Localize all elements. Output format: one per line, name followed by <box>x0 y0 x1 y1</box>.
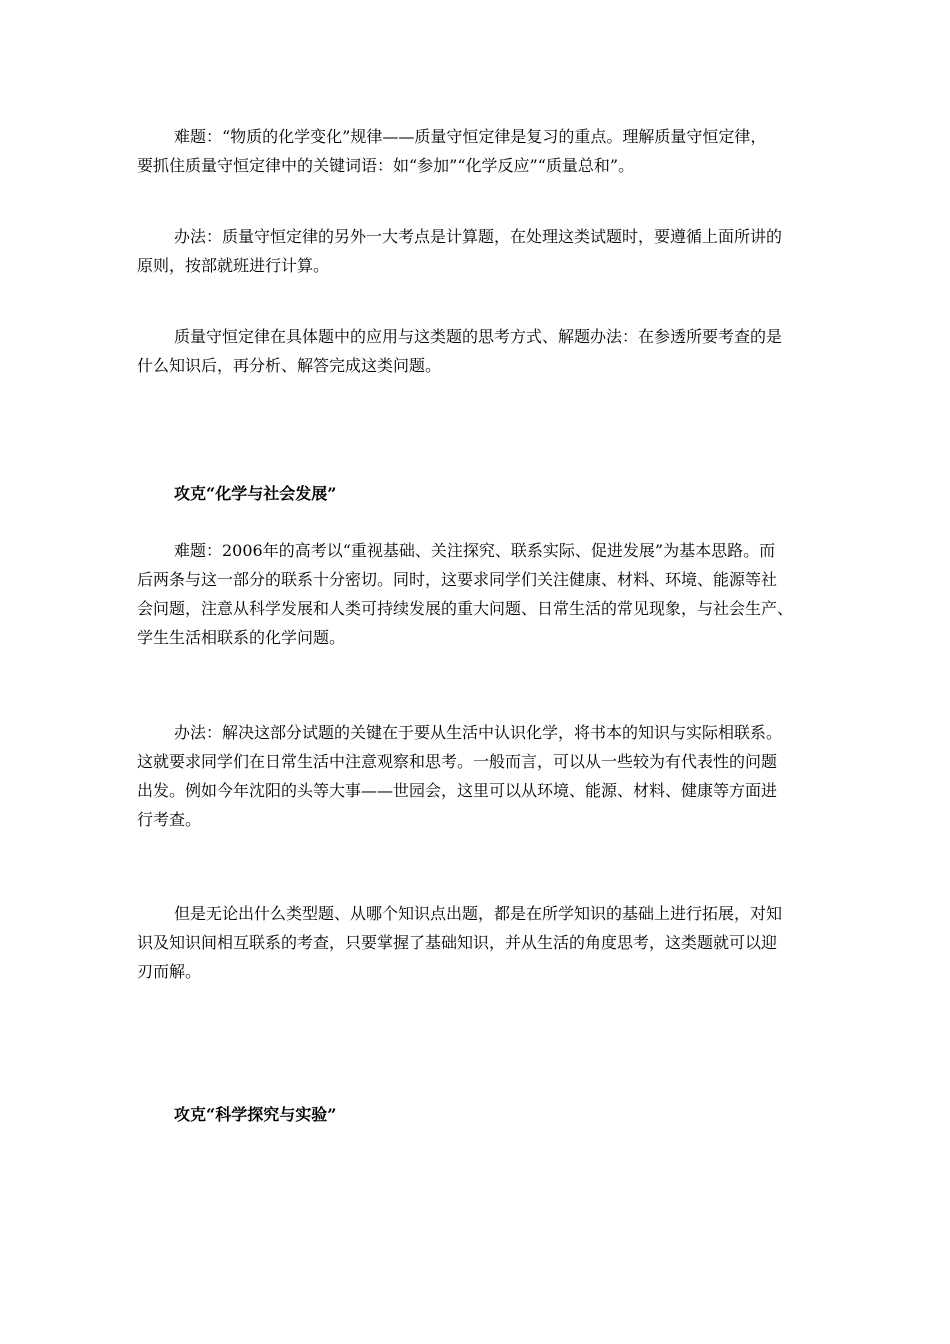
paragraph-line: 难题：2006年的高考以“重视基础、关注探究、联系实际、促进发展”为基本思路。而 <box>174 541 776 560</box>
paragraph-line: 什么知识后，再分析、解答完成这类问题。 <box>137 356 442 375</box>
paragraph-line: 质量守恒定律在具体题中的应用与这类题的思考方式、解题办法：在参透所要考查的是 <box>174 327 783 346</box>
paragraph-line: 办法：质量守恒定律的另外一大考点是计算题，在处理这类试题时，要遵循上面所讲的 <box>174 227 783 246</box>
paragraph-method-chemistry-society <box>137 718 817 834</box>
paragraph-line: 后两条与这一部分的联系十分密切。同时，这要求同学们关注健康、材料、环境、能源等社 <box>137 570 778 589</box>
paragraph-line: 但是无论出什么类型题、从哪个知识点出题，都是在所学知识的基础上进行拓展，对知 <box>174 904 783 923</box>
paragraph-line: 这就要求同学们在日常生活中注意观察和思考。一般而言，可以从一些较为有代表性的问题 <box>137 752 778 771</box>
paragraph-line: 出发。例如今年沈阳的头等大事——世园会，这里可以从环境、能源、材料、健康等方面进 <box>137 781 778 800</box>
paragraph-line: 要抓住质量守恒定律中的关键词语：如“参加”“化学反应”“质量总和”。 <box>137 156 635 175</box>
paragraph-conclusion-chemistry-society <box>137 899 817 986</box>
paragraph-line: 学生生活相联系的化学问题。 <box>137 628 346 647</box>
paragraph-line: 识及知识间相互联系的考查，只要掌握了基础知识，并从生活的角度思考，这类题就可以迎 <box>137 933 778 952</box>
paragraph-application-mass-conservation <box>137 322 817 380</box>
paragraph-line: 难题：“物质的化学变化”规律——质量守恒定律是复习的重点。理解质量守恒定律， <box>174 127 767 146</box>
paragraph-line: 会问题，注意从科学发展和人类可持续发展的重大问题、日常生活的常见现象，与社会生产、 <box>137 599 794 618</box>
paragraph-difficulty-mass-conservation <box>137 122 817 180</box>
paragraph-line: 行考查。 <box>137 810 202 829</box>
paragraph-line: 原则，按部就班进行计算。 <box>137 256 330 275</box>
paragraph-line: 刃而解。 <box>137 962 202 981</box>
paragraph-line: 办法：解决这部分试题的关键在于要从生活中认识化学，将书本的知识与实际相联系。 <box>174 723 783 742</box>
paragraph-difficulty-chemistry-society <box>137 536 817 652</box>
paragraph-method-mass-conservation <box>137 222 817 280</box>
section-heading-scientific-inquiry: 攻克“科学探究与实验” <box>174 1105 337 1124</box>
section-heading-chemistry-society: 攻克“化学与社会发展” <box>174 484 337 503</box>
